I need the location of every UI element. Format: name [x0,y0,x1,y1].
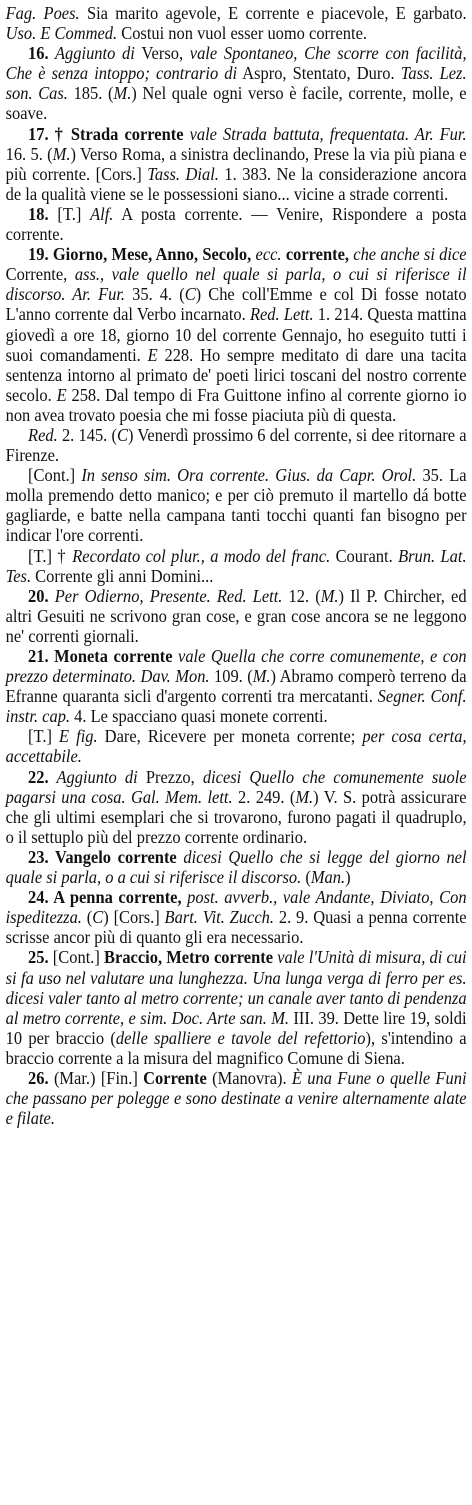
italic-text: Tass. Dial. [147,163,219,184]
body-text: ) Verso Roma, a sinistra declinando, Prese la via più piana e più corrente. [Cors.] [5,143,467,184]
italic-text: Uso. E Commed. [5,23,118,44]
body-text: ) Nel quale ogni verso è facile, corrente, molle, e soave. [5,83,467,124]
sense-number: 20. [28,585,49,606]
italic-text: Red. Lett. [249,304,314,325]
body-text: ) Che coll'Emme e col Di fosse notato L'anno corrente dal Verbo incarnato. [5,284,467,325]
sense-number: 26. [28,1067,49,1088]
entry-paragraph [6,586,467,646]
italic-text: E [56,384,67,405]
body-text: 35. La molla premendo detto manico; e per ciò premuto il martello dá botte gagliarde, e batte nella campana tanti tocchi quanti fan bisogno per indicar l'ore correnti. [5,465,467,546]
body-text: Dare, Ricevere per moneta corrente; [97,726,363,747]
italic-text: vale Spontaneo, Che scorre con facilità, Che è senza intoppo; contrario di [5,43,467,84]
body-text: 4. Le spacciano quasi monete correnti. [70,706,328,727]
entry-paragraph [6,425,467,465]
italic-text: Aggiunto di [48,43,142,64]
body-text: (Mar.) [Fin.] [48,1067,144,1088]
italic-text: ecc. [251,244,286,265]
body-text: [Cont.] [28,465,82,486]
italic-text: post. avverb., vale Andante, Diviato, Con ispeditezza. [5,887,467,928]
italic-text: M. [320,585,339,606]
body-text: ) [345,867,351,888]
italic-text: dicesi Quello che si legge del giorno nel quale si parla, o a cui si riferisce il discorso. [5,846,467,888]
body-text: III. 39. Dette lire 19, soldi 10 per braccio ( [5,1007,467,1048]
body-text: 16. 5. ( [5,143,53,164]
lemma-heading: Corrente [143,1067,207,1088]
body-text: [T.] † [28,545,73,566]
body-text: ) [Cors.] [103,907,165,928]
body-text: 12. ( [282,585,321,606]
body-text: ) Abramo comperò terreno da Efranne quaranta sicli d'argento correnti tra mercatanti. [5,666,467,707]
italic-text: C [92,907,104,928]
italic-text: delle spalliere e tavole del refettorio [115,1027,366,1048]
italic-text: In senso sim. Ora corrente. Gius. da Capr. Orol. [81,465,417,486]
lemma-heading: 19. Giorno, Mese, Anno, Secolo, [28,244,252,265]
italic-text: vale l'Unità di misura, di cui si fa uso nel valutare una lunghezza. Una lunga verga di ferro per es. dicesi valer tanto al metro corrente; un canale aver tanto di pendenza al metro corrente, e sim. Doc. Arte san. M. [5,947,467,1028]
italic-text: M. [52,143,71,164]
italic-text: M. [295,786,314,807]
italic-text: E fig. [59,726,98,747]
body-text: 35. 4. ( [125,284,185,305]
body-text: [T.] [48,203,91,224]
body-text: 109. ( [209,666,253,687]
lemma-heading: 23. Vangelo corrente [28,846,177,867]
italic-text: Man. [310,867,346,888]
entry-paragraph [6,646,467,726]
body-text: ) Venerdì prossimo 6 del corrente, si dee ritornare a Firenze. [5,424,467,466]
lemma-heading: Braccio, Metro corrente [104,947,274,968]
italic-text: Per Odierno, Presente. Red. Lett. [48,585,283,606]
body-text: ) V. S. potrà assicurare che gli ultimi esemplari che si trovarono, furono pagati il quadruplo, o il settuplo più del prezzo corrente ordinario. [5,786,467,847]
italic-text: M. [113,83,132,104]
body-text: 228. Ho sempre meditato di dare una tacita sentenza intorno al primato de' poeti lirici toscani del nostro corrente secolo. [5,344,467,405]
italic-text: Tass. Lez. son. Cas. [5,63,467,104]
lemma-heading: 17. † Strada corrente [28,123,184,144]
body-text: Verso, [141,43,190,64]
entry-paragraph [6,947,467,1068]
body-text: Corrente, [5,264,75,285]
lemma-heading: corrente, [285,244,350,265]
italic-text: C [184,284,196,305]
italic-text: ass., vale quello nel quale si parla, o cui si riferisce il discorso. Ar. Fur. [5,264,467,305]
italic-text: È una Fune o quelle Funi che passano per polegge e sono destinate a venire alternamente alate e filate. [5,1067,467,1129]
italic-text: C [116,424,128,445]
entry-paragraph [6,244,467,425]
entry-paragraph [6,847,467,887]
italic-text: Aggiunto di [48,766,146,787]
body-text: ( [301,867,311,888]
body-text: 2. 145. ( [57,424,117,445]
italic-text: Fag. Poes. [5,3,80,23]
entry-paragraph [6,887,467,947]
italic-text: Alf. [90,203,114,224]
entry-paragraph [6,465,467,545]
entry-paragraph [6,767,467,847]
body-text: A posta corrente. — Venire, Rispondere a posta corrente. [5,203,467,245]
lemma-heading: 24. A penna corrente, [28,887,182,908]
entry-paragraph [6,726,467,766]
italic-text: Recordato col plur., a modo del franc. [72,545,331,566]
sense-number: 18. [28,203,49,224]
italic-text: vale Quella che corre comunemente, e con prezzo determinato. Dav. Mon. [5,646,467,687]
body-text: Aspro, Stentato, Duro. [237,63,401,84]
body-text: ( [81,907,93,928]
body-text: [Cont.] [48,947,105,968]
entry-paragraph [6,546,467,586]
italic-text: dicesi Quello che comunemente suole pagarsi una cosa. Gal. Mem. lett. [5,766,467,807]
italic-text: Red. [28,424,58,445]
italic-text: E [147,344,158,365]
body-text: (Manovra). [206,1067,292,1088]
body-text: 1. 214. Questa mattina giovedì a ore 18, giorno 10 del corrente Gennajo, ho eseguito tutti i suoi comandamenti. [5,304,467,365]
entry-paragraph [6,204,467,244]
entry-paragraph [6,124,467,204]
body-text: ) Il P. Chircher, ed altri Gesuiti ne scrivono gran cose, e gran cose ancora se ne leggono ne' correnti giornali. [5,585,467,646]
body-text: Sia marito agevole, E corrente e piacevole, E garbato. [79,3,467,23]
body-text: Costui non vuol esser uomo corrente. [117,23,368,44]
italic-text: per cosa certa, accettabile. [5,726,467,767]
body-text: 1. 383. Ne la considerazione ancora de la qualità viene se le possessioni siano... vicine a strade correnti. [5,163,467,204]
body-text: 2. 9. Quasi a penna corrente scrisse ancor più di quanto gli era necessario. [5,907,467,948]
sense-number: 22. [28,766,49,787]
body-text: Corrente gli anni Domini... [31,565,214,586]
body-text: 2. 249. ( [232,786,296,807]
entry-paragraph [6,43,467,123]
italic-text: che anche si dice [349,244,467,265]
italic-text: vale Strada battuta, frequentata. Ar. Fur. [183,123,467,144]
sense-number: 25. [28,947,49,968]
entry-paragraph [6,1068,467,1128]
entry-paragraph [6,3,467,43]
body-text: Prezzo, [145,766,203,787]
italic-text: Bart. Vit. Zucch. [164,907,274,928]
lemma-heading: 21. Moneta corrente [28,646,173,666]
italic-text: Brun. Lat. Tes. [5,545,467,586]
body-text: [T.] [28,726,60,747]
italic-text: M. [252,666,271,687]
body-text: 185. ( [67,83,114,104]
body-text: ), s'intendino a braccio corrente a la misura del magnifico Comune di Siena. [5,1027,467,1068]
sense-number: 16. [28,43,49,64]
body-text: Courant. [330,545,399,566]
body-text: 258. Dal tempo di Fra Guittone infino al corrente giorno io non avea trovato poesia che mi fosse piaciuta più di questa. [5,384,467,425]
italic-text: Segner. Conf. instr. cap. [5,686,467,727]
